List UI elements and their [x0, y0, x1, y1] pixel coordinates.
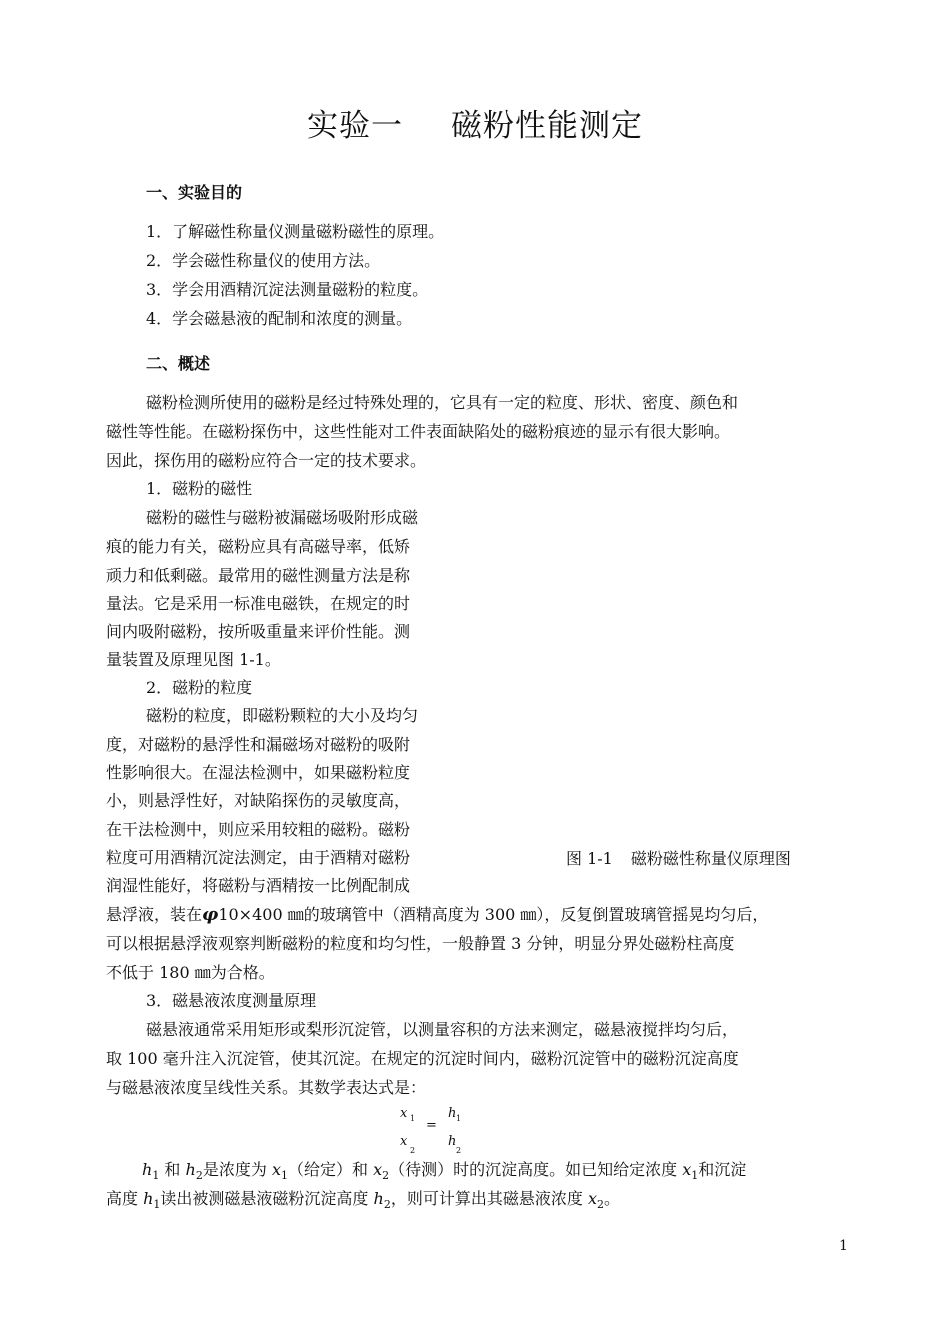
var-h1-sub: 1 [153, 1198, 161, 1211]
formula-equals: = [426, 1118, 437, 1133]
magnetism-line-1: 磁粉的磁性与磁粉被漏磁场吸附形成磁 [146, 508, 419, 527]
overview-line-2: 磁性等性能。在磁粉探伤中，这些性能对工件表面缺陷处的磁粉痕迹的显示有很大影响。 [106, 422, 731, 441]
particle-line-2: 度，对磁粉的悬浮性和漏磁场对磁粉的吸附 [106, 735, 411, 754]
var-x: x [373, 1160, 383, 1179]
particle-line-4: 小，则悬浮性好，对缺陷探伤的灵敏度高， [106, 791, 411, 810]
figure-caption-text: 磁粉磁性称量仪原理图 [630, 849, 791, 868]
text-and-settling: 和沉淀 [698, 1160, 747, 1179]
text-read: 读出被测磁悬液磁粉沉淀高度 [160, 1189, 369, 1208]
overview-line-3: 因此，探伤用的磁粉应符合一定的技术要求。 [106, 451, 427, 470]
subsection-magnetism-title: 1．磁粉的磁性 [146, 479, 253, 498]
magnetism-line-4: 量法。它是采用一标准电磁铁，在规定的时 [106, 594, 411, 613]
title-experiment-name: 磁粉性能测定 [451, 108, 643, 144]
var-x1-sub: 1 [691, 1169, 699, 1182]
particle-full-line-3: 不低于 180 ㎜为合格。 [106, 963, 275, 982]
figure-placeholder [490, 500, 840, 830]
var-x2-sub: 2 [596, 1198, 604, 1211]
var-x: x [271, 1160, 281, 1179]
purpose-item-4: 4．学会磁悬液的配制和浓度的测量。 [146, 309, 413, 328]
formula-h2: h [448, 1134, 457, 1149]
page-title [0, 100, 950, 145]
magnetism-line-2: 痕的能力有关，磁粉应具有高磁导率，低矫 [106, 537, 411, 556]
var-h: h [185, 1160, 196, 1179]
figure-caption [566, 846, 791, 869]
formula-h1: h [448, 1106, 457, 1121]
formula-x2: x [400, 1134, 408, 1149]
var-x1-sub: 1 [280, 1169, 288, 1182]
phi-symbol: φ [202, 904, 219, 925]
formula-h1-sub: 1 [456, 1114, 462, 1123]
text-concentration: 是浓度为 [202, 1160, 267, 1179]
formula-h2-sub: 2 [456, 1146, 462, 1155]
particle-line-3: 性影响很大。在湿法检测中，如果磁粉粒度 [106, 763, 411, 782]
page-number: 1 [839, 1238, 848, 1254]
formula-explanation-line-2 [106, 1189, 620, 1215]
particle-line-5: 在干法检测中，则应采用较粗的磁粉。磁粉 [106, 820, 411, 839]
var-h: h [143, 1189, 154, 1208]
particle-line-7: 润湿性能好，将磁粉与酒精按一比例配制成 [106, 876, 411, 895]
concentration-line-3: 与磁悬液浓度呈线性关系。其数学表达式是： [106, 1078, 427, 1097]
var-x2-sub: 2 [382, 1169, 390, 1182]
particle-full-line-1-a: 悬浮液，装在 [106, 905, 203, 924]
purpose-item-1: 1．了解磁性称量仪测量磁粉磁性的原理。 [146, 222, 445, 241]
var-x: x [682, 1160, 692, 1179]
particle-line-6: 粒度可用酒精沉淀法测定，由于酒精对磁粉 [106, 848, 411, 867]
magnetism-line-3: 顽力和低剩磁。最常用的磁性测量方法是称 [106, 566, 411, 585]
particle-line-1: 磁粉的粒度，即磁粉颗粒的大小及均匀 [146, 706, 419, 725]
particle-full-line-1-b: 10×400 ㎜的玻璃管中（酒精高度为 300 ㎜），反复倒置玻璃管摇晃均匀后， [218, 905, 769, 924]
var-h2-sub: 2 [195, 1169, 203, 1182]
section-heading-purpose: 一、实验目的 [146, 183, 243, 202]
text-height: 高度 [106, 1189, 139, 1208]
text-calculate: ，则可计算出其磁悬液浓度 [390, 1189, 583, 1208]
concentration-line-1: 磁悬液通常采用矩形或梨形沉淀管，以测量容积的方法来测定，磁悬液搅拌均匀后， [146, 1020, 739, 1039]
figure-caption-number: 图 1-1 [566, 849, 613, 868]
magnetism-line-5: 间内吸附磁粉，按所吸重量来评价性能。测 [106, 622, 411, 641]
particle-full-line-2: 可以根据悬浮液观察判断磁粉的粒度和均匀性，一般静置 3 分钟，明显分界处磁粉柱高度 [106, 934, 735, 953]
formula-x1-sub: 1 [410, 1114, 416, 1123]
concentration-formula [392, 1104, 472, 1154]
particle-full-line-1 [106, 905, 768, 925]
var-h: h [373, 1189, 384, 1208]
magnetism-line-6: 量装置及原理见图 1-1。 [106, 650, 281, 669]
formula-x2-sub: 2 [410, 1146, 416, 1155]
subsection-particle-size-title: 2．磁粉的粒度 [146, 678, 253, 697]
formula-explanation-line-1 [142, 1160, 746, 1186]
purpose-item-2: 2．学会磁性称量仪的使用方法。 [146, 251, 381, 270]
text-period: 。 [603, 1189, 620, 1208]
purpose-item-3: 3．学会用酒精沉淀法测量磁粉的粒度。 [146, 280, 429, 299]
var-h1-sub: 1 [152, 1169, 160, 1182]
formula-x1: x [400, 1106, 408, 1121]
subsection-concentration-title: 3．磁悬液浓度测量原理 [146, 991, 317, 1010]
section-heading-overview: 二、概述 [146, 354, 211, 373]
text-and: 和 [164, 1160, 181, 1179]
var-h: h [142, 1160, 153, 1179]
overview-line-1: 磁粉检测所使用的磁粉是经过特殊处理的，它具有一定的粒度、形状、密度、颜色和 [146, 393, 739, 412]
concentration-line-2: 取 100 毫升注入沉淀管，使其沉淀。在规定的沉淀时间内，磁粉沉淀管中的磁粉沉淀高度 [106, 1049, 739, 1068]
var-h2-sub: 2 [383, 1198, 391, 1211]
text-measured: （待测）时的沉淀高度。如已知给定浓度 [389, 1160, 678, 1179]
text-given: （给定）和 [287, 1160, 368, 1179]
title-experiment-number: 实验一 [307, 108, 403, 144]
var-x: x [587, 1189, 597, 1208]
